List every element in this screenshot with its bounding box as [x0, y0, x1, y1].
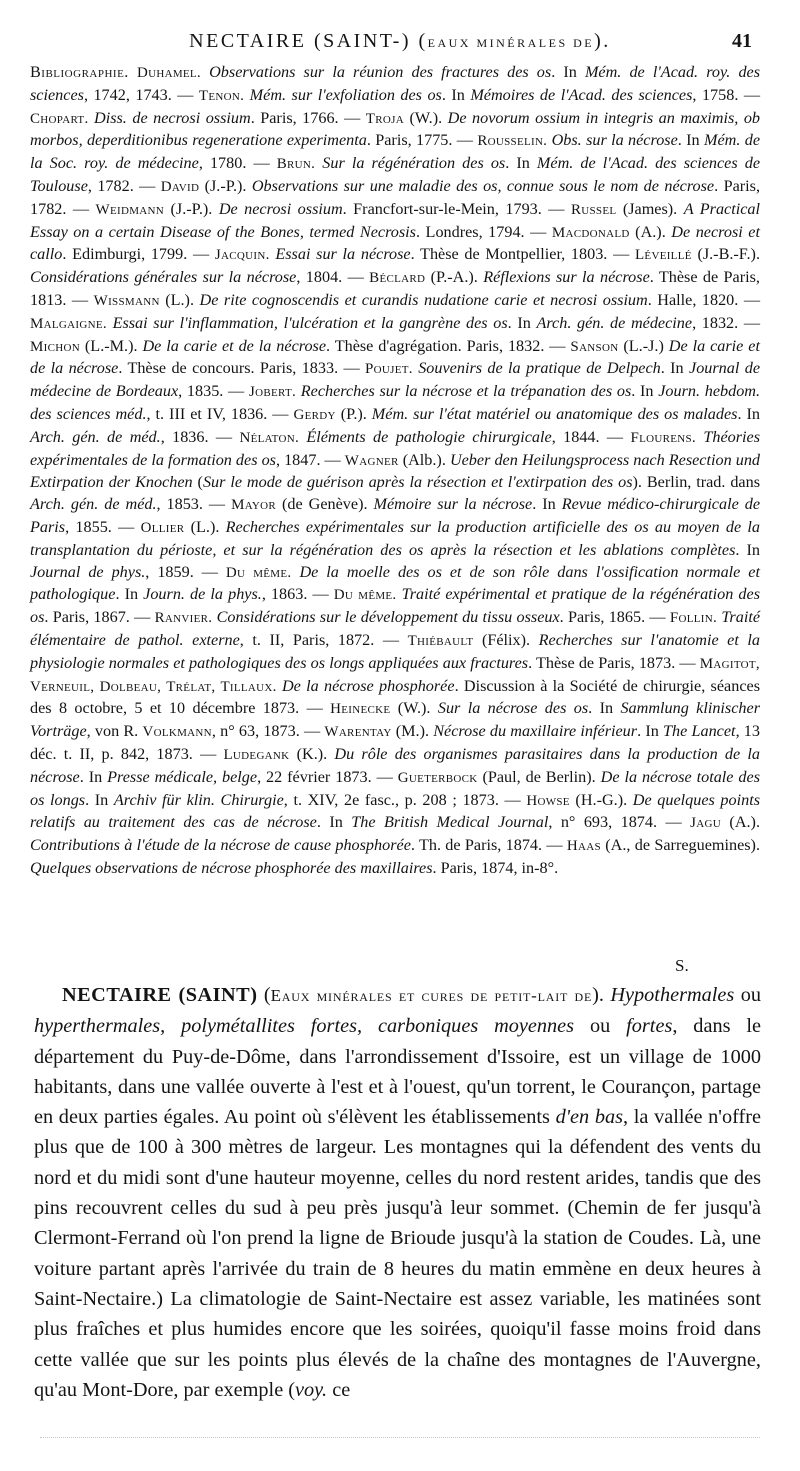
article-emphasis: fortes [626, 1015, 673, 1038]
bibliography-reference: , n° 63, 1873. — [211, 722, 325, 741]
article-run: ce [327, 1378, 351, 1401]
bibliography-author: Duhamel. [136, 65, 201, 81]
bibliography-author: Ludegank [223, 746, 290, 763]
bibliography-title: Contributions à l'étude de la nécrose de cause phosphorée [30, 836, 411, 855]
bibliography-reference: (W.). [390, 699, 438, 718]
bibliography-reference: . Paris, 1874, in-8°. [432, 858, 559, 877]
bibliography-title: Mémoire sur la nécrose [373, 495, 533, 514]
bibliography-title: Revue médico-chirurgicale de Paris [30, 495, 761, 536]
bibliography-title: The British Medical Journal [351, 813, 549, 832]
bibliography-reference: . Francfort-sur-le-Mein, 1793. — [342, 199, 571, 218]
bibliography-author: Ranvier. [154, 610, 213, 627]
bibliography-reference: (W.). [403, 108, 448, 127]
bibliography-reference: (Félix). [473, 630, 539, 649]
bibliography-author: Sanson [570, 338, 619, 355]
bibliography-reference: (J.-P.). [199, 176, 252, 195]
bibliography-title: De novorum ossium in integris an maximis, ob morbos, deperditionibus regeneratione experimenta [30, 108, 761, 150]
bibliography-reference: ). Berlin, trad. dans [632, 473, 761, 492]
bibliography-author: Malgaigne. [30, 315, 107, 332]
bibliography-reference: , 1859. — [145, 562, 226, 581]
article-block [34, 980, 761, 1405]
bibliography-author: Wagner [344, 452, 399, 469]
bibliography-reference: . Halle, 1820. — [647, 290, 761, 309]
bibliography-reference: (K.). [289, 744, 335, 763]
bibliography-reference: . Paris, 1865. — [559, 608, 670, 627]
bibliography-reference: , n° 693, 1874. — [548, 813, 691, 832]
bibliography-author: Magitot, Verneuil, Dolbeau, Trélat, Tillaux. [30, 655, 760, 695]
bibliography-author: Gerdy [293, 406, 336, 423]
bibliography-title: Journ. hebdom. des sciences méd. [30, 382, 761, 423]
bibliography-title: Observations sur la réunion des fractures des os [209, 63, 552, 81]
bibliography-title: Mémoires de l'Acad. des sciences [470, 85, 693, 104]
headword-close-paren: ). [592, 984, 611, 1006]
bibliography-author: Wissmann [93, 292, 160, 309]
bibliography-reference: . Paris, 1867. — [44, 608, 155, 627]
bibliography-reference: , 1742, 1743. — [83, 85, 199, 104]
bibliography-author: Brun. [276, 156, 316, 173]
bibliography-author: Weidmann [95, 201, 165, 218]
article-emphasis: d'en bas [555, 1106, 624, 1129]
bibliography-reference: ( [192, 473, 203, 492]
bibliography-title: Arch. gén. de méd. [30, 427, 161, 446]
bibliography-title: Sur la régénération des os [322, 154, 506, 173]
bibliography-author: Béclard [369, 270, 426, 287]
bibliography-title: Traité élémentaire de pathol. externe [30, 608, 761, 649]
bibliography-reference: . In [85, 790, 114, 809]
bibliography-title: De la carie et de la nécrose [30, 336, 760, 378]
bibliography-title: Arch. gén. de médecine [536, 313, 693, 332]
bibliography-author: Rousselin. [477, 133, 548, 150]
bibliography-reference: . In [737, 404, 760, 423]
bibliography-author: Tenon. [198, 87, 245, 104]
bibliography-reference: (M.). [391, 722, 434, 741]
bibliography-title: Mém. sur l'état matériel ou anatomique des os malades [371, 404, 738, 423]
bibliography-reference: (J.-P.). [164, 199, 219, 218]
bibliography-reference: , 1835. — [178, 382, 249, 401]
bibliography-title: Journ. de la phys. [143, 585, 262, 604]
bibliography-reference: (L.-M.). [79, 336, 143, 355]
article-emphasis: Hypothermales [610, 984, 735, 1006]
bibliography-reference: . In [79, 767, 108, 786]
bibliography-reference: , t. XIV, 2e fasc., p. 208 ; 1873. — [283, 790, 527, 809]
footer-rule [40, 1437, 760, 1439]
bibliography-reference: (H.-G.). [569, 790, 633, 809]
article-headword-subtitle: Eaux minérales et cures de petit-lait de [270, 986, 593, 1005]
bibliography-title: Quelques observations de nécrose phosphorée des maxillaires [30, 858, 433, 877]
bibliography-reference: . In [637, 722, 664, 741]
bibliography-title: Observations sur une maladie des os, connue sous le nom de nécrose [251, 176, 715, 195]
bibliography-author: Russel [570, 201, 617, 218]
bibliography-reference: (Alb.). [398, 450, 450, 469]
bibliography-reference: . In [631, 382, 659, 401]
bibliography-title: Mém. de la Soc. roy. de médecine [30, 131, 761, 173]
bibliography-reference: . In [505, 154, 537, 173]
bibliography-reference: . Paris, 1775. — [366, 131, 478, 150]
bibliography-reference: . In [735, 540, 761, 559]
bibliography-title: Souvenirs de la pratique de Delpech [418, 359, 661, 378]
bibliography-title: De la carie et de la nécrose [142, 336, 327, 355]
article-text [34, 980, 761, 1405]
bibliography-title: Éléments de pathologie chirurgicale [306, 427, 552, 446]
article-headword: NECTAIRE (SAINT) [62, 984, 258, 1006]
bibliography-reference: . In [441, 85, 471, 104]
bibliography-reference: . In [677, 131, 704, 150]
bibliography-reference: . Thèse de Paris, 1813. — [30, 268, 760, 309]
running-title [0, 30, 800, 53]
bibliography-reference: . Paris, 1782. — [30, 176, 761, 218]
bibliography-author: David [160, 178, 200, 195]
bibliography-author: Howse [526, 792, 570, 809]
bibliography-title: The Lancet [663, 722, 736, 741]
bibliography-title: Arch. gén. de méd. [30, 495, 157, 514]
bibliography-author: Volkmann [142, 724, 212, 741]
author-signature: S. [675, 956, 689, 975]
bibliography-reference: . In [588, 699, 621, 718]
article-run: ou [734, 984, 761, 1006]
bibliography-label: Bibliographie. [30, 63, 129, 81]
running-head [0, 30, 800, 58]
bibliography-author: Macdonald [551, 224, 630, 241]
bibliography-reference: (J.-B.-F.). [691, 245, 760, 264]
bibliography-reference: (L.). [184, 517, 226, 536]
bibliography-title: Réflexions sur la nécrose [483, 268, 650, 287]
article-emphasis: voy. [295, 1378, 328, 1401]
bibliography-title: De quelques points relatifs au traitement des cas de nécrose [30, 790, 761, 832]
bibliography-author: Jobert. [248, 384, 297, 401]
bibliography-author: Jagu [690, 815, 721, 832]
bibliography-title: De la moelle des os et de son rôle dans l'ossification normale et pathologique [30, 562, 760, 604]
bibliography-reference: (James). [616, 199, 684, 218]
bibliography-title: Recherches sur la nécrose et la trépanation des os [300, 382, 632, 401]
bibliography-title: Journal de médecine de Bordeaux [30, 359, 761, 401]
bibliography-reference: , 1847. — [275, 450, 345, 469]
bibliography-reference: , 1863. — [261, 585, 334, 604]
bibliography-title: Recherches sur l'anatomie et la physiologie normales et pathologiques des os longs appliquées aux fractures [30, 630, 761, 672]
bibliography-reference: . Thèse de Montpellier, 1803. — [410, 245, 635, 264]
bibliography-author: Warentay [324, 724, 392, 741]
bibliography-author: Du même. [333, 587, 397, 604]
bibliography-reference: (P.-A.). [425, 268, 484, 287]
bibliography-title: Mém. de l'Acad. des sciences de Toulouse [30, 154, 761, 195]
bibliography-author: Follin. [669, 610, 718, 627]
bibliography-title: Essai sur l'inflammation, l'ulcération et la gangrène des os [112, 313, 508, 332]
bibliography-title: Considérations sur le développement du tissu osseux [216, 608, 560, 627]
bibliography-reference: . Discussion à la Société de chirurgie, séances des 8 octobre, 5 et 10 décembre 1873. — [30, 676, 760, 718]
running-title-end: ). [594, 30, 611, 52]
bibliography-reference: (A., de Sarreguemines). [600, 836, 760, 855]
bibliography-author: Nélaton. [239, 429, 299, 446]
bibliography-author: Poujet. [365, 361, 413, 378]
bibliography-reference: (Paul, de Berlin). [477, 767, 601, 786]
bibliography-title: Obs. sur la nécrose [551, 131, 678, 150]
bibliography-title: De la nécrose phosphorée [281, 676, 455, 695]
bibliography-reference: . In [660, 359, 690, 378]
bibliography-text [30, 62, 760, 880]
bibliography-reference: (L.). [159, 290, 200, 309]
article-run: , dans le département du Puy-de-Dôme, dans l'arrondissement d'Issoire, est un village de 1000 habitants, dans une vallée ouverte à l'est et à l'ouest, qu'un torrent, le Courançon, partage en deux parties égales. Au point où s'élèvent les établissements [34, 1015, 762, 1129]
bibliography-reference: , t. II, Paris, 1872. — [239, 630, 408, 649]
bibliography-reference: (de Genève). [276, 495, 374, 514]
bibliography-author: Thiébault [407, 632, 474, 649]
bibliography-reference: . In [507, 313, 537, 332]
running-title-small: EAUX MINÉRALES DE [427, 36, 595, 50]
bibliography-reference: , 22 février 1873. — [257, 767, 398, 786]
bibliography-title: Diss. de necrosi ossium [94, 108, 251, 127]
bibliography-reference: . In [532, 495, 562, 514]
bibliography-block [30, 62, 760, 880]
bibliography-reference: , 1853. — [156, 495, 232, 514]
running-title-main: NECTAIRE (SAINT-) ( [189, 30, 428, 52]
bibliography-author: Léveillé [634, 247, 692, 264]
article-emphasis: hyperthermales, polymétallites fortes, carboniques moyennes [34, 1015, 575, 1038]
bibliography-author: Michon [30, 338, 80, 355]
bibliography-reference: . In [551, 63, 585, 81]
bibliography-reference: , t. III et IV, 1836. — [146, 404, 294, 423]
bibliography-author: Flourens. [630, 429, 696, 446]
bibliography-title: Considérations générales sur la nécrose [30, 268, 297, 287]
bibliography-reference: , 1780. — [198, 154, 277, 173]
bibliography-reference: . Edimburgi, 1799. — [62, 245, 215, 264]
bibliography-reference: . Thèse de Paris, 1873. — [528, 653, 700, 672]
bibliography-title: De necrosi ossium [218, 199, 343, 218]
bibliography-title: Du rôle des organismes parasitaires dans la production de la nécrose [30, 744, 760, 786]
bibliography-reference: (A.). [629, 222, 672, 241]
bibliography-title: Traité expérimental et pratique de la régénération des os [30, 585, 761, 627]
bibliography-title: Mém. sur l'exfoliation des os [249, 85, 442, 104]
bibliography-reference: . Thèse d'agrégation. Paris, 1832. — [326, 336, 571, 355]
bibliography-reference: , 1844. — [551, 427, 631, 446]
bibliography-title: De rite cognoscendis et curandis nudatione carie et necrosi ossium [199, 290, 648, 309]
bibliography-reference: , 1758. — [692, 85, 761, 104]
bibliography-title: Presse médicale, belge [107, 767, 258, 786]
bibliography-reference: (L.-J.) [618, 336, 669, 355]
bibliography-author: Jacquin. [214, 247, 270, 264]
bibliography-reference: . In [316, 813, 352, 832]
bibliography-author: Troja [365, 110, 404, 127]
bibliography-reference: (A.). [720, 813, 760, 832]
bibliography-title: Archiv für klin. Chirurgie [113, 790, 284, 809]
article-run: ou [574, 1015, 627, 1038]
bibliography-reference: , 13 déc. t. II, p. 842, 1873. — [30, 722, 760, 763]
bibliography-title: Sur le mode de guérison après la résection et l'extirpation des os [202, 473, 633, 492]
bibliography-reference: , 1836. — [160, 427, 240, 446]
bibliography-title: De necrosi et callo [30, 222, 760, 264]
bibliography-reference: , 1855. — [65, 517, 141, 536]
bibliography-author: Heinecke [330, 701, 391, 718]
bibliography-author: Ollier [140, 519, 185, 536]
bibliography-title: De la nécrose totale des os longs [30, 767, 760, 809]
headword-open-paren: ( [257, 984, 271, 1006]
bibliography-reference: (P.). [335, 404, 372, 423]
bibliography-author: Du même. [225, 564, 292, 581]
bibliography-title: Recherches expérimentales sur la production artificielle des os au moyen de la transplantation du périoste, et sur la régénération des os après la résection et les ablations complètes [30, 517, 761, 559]
bibliography-title: Mém. de l'Acad. roy. des sciences [30, 63, 761, 104]
bibliography-title: Nécrose du maxillaire inférieur [433, 722, 638, 741]
bibliography-title: Sammlung klinischer Vorträge [30, 699, 760, 741]
bibliography-title: Journal de phys. [30, 562, 146, 581]
page-number: 41 [732, 30, 752, 52]
bibliography-reference: , 1804. — [296, 268, 370, 287]
bibliography-reference: , von R. [86, 722, 143, 741]
bibliography-author: Mayor [231, 497, 277, 514]
bibliography-reference: . Londres, 1794. — [415, 222, 552, 241]
bibliography-author: Haas [566, 838, 601, 855]
bibliography-title: Ueber den Heilungsprocess nach Resection und Extirpation der Knochen [30, 450, 761, 492]
article-run: , la vallée n'offre plus que de 100 à 300 mètres de largeur. Les montagnes qui la défendent des vents du nord et du midi sont d'une hauteur moyenne, celles du nord restent arides, tandis que des pins recouvrent celles du sud à peu près jusqu'à leur sommet. (Chemin de fer jusqu'à Clermont-Ferrand où l'on prend la ligne de Brioude jusqu'à la station de Coudes. Là, une voiture partant après l'arrivée du train de 8 heures du matin emmène en deux heures à Saint-Nectaire.) La climatologie de Saint-Nectaire est assez variable, les matinées sont plus fraîches et plus humides encore que les soirées, quoiqu'il fasse moins froid dans cette vallée que sur les points plus élevés de la chaîne des montagnes de l'Auvergne, qu'au Mont-Dore, par exemple ( [34, 1106, 761, 1401]
bibliography-reference: . In [115, 585, 144, 604]
bibliography-title: Essai sur la nécrose [275, 245, 411, 264]
bibliography-title: Sur la nécrose des os [437, 699, 589, 718]
bibliography-title: Théories expérimentales de la formation des os [30, 427, 760, 469]
bibliography-reference: , 1832. — [692, 313, 761, 332]
bibliography-author: Gueterbock [397, 769, 478, 786]
bibliography-reference: . Paris, 1766. — [250, 108, 366, 127]
bibliography-title: A Practical Essay on a certain Disease of the Bones, termed Necrosis [30, 199, 761, 241]
bibliography-author: Chopart. [30, 110, 89, 127]
bibliography-reference: , 1782. — [87, 176, 161, 195]
bibliography-reference: . Th. de Paris, 1874. — [410, 836, 567, 855]
bibliography-reference: . Thèse de concours. Paris, 1833. — [118, 359, 366, 378]
